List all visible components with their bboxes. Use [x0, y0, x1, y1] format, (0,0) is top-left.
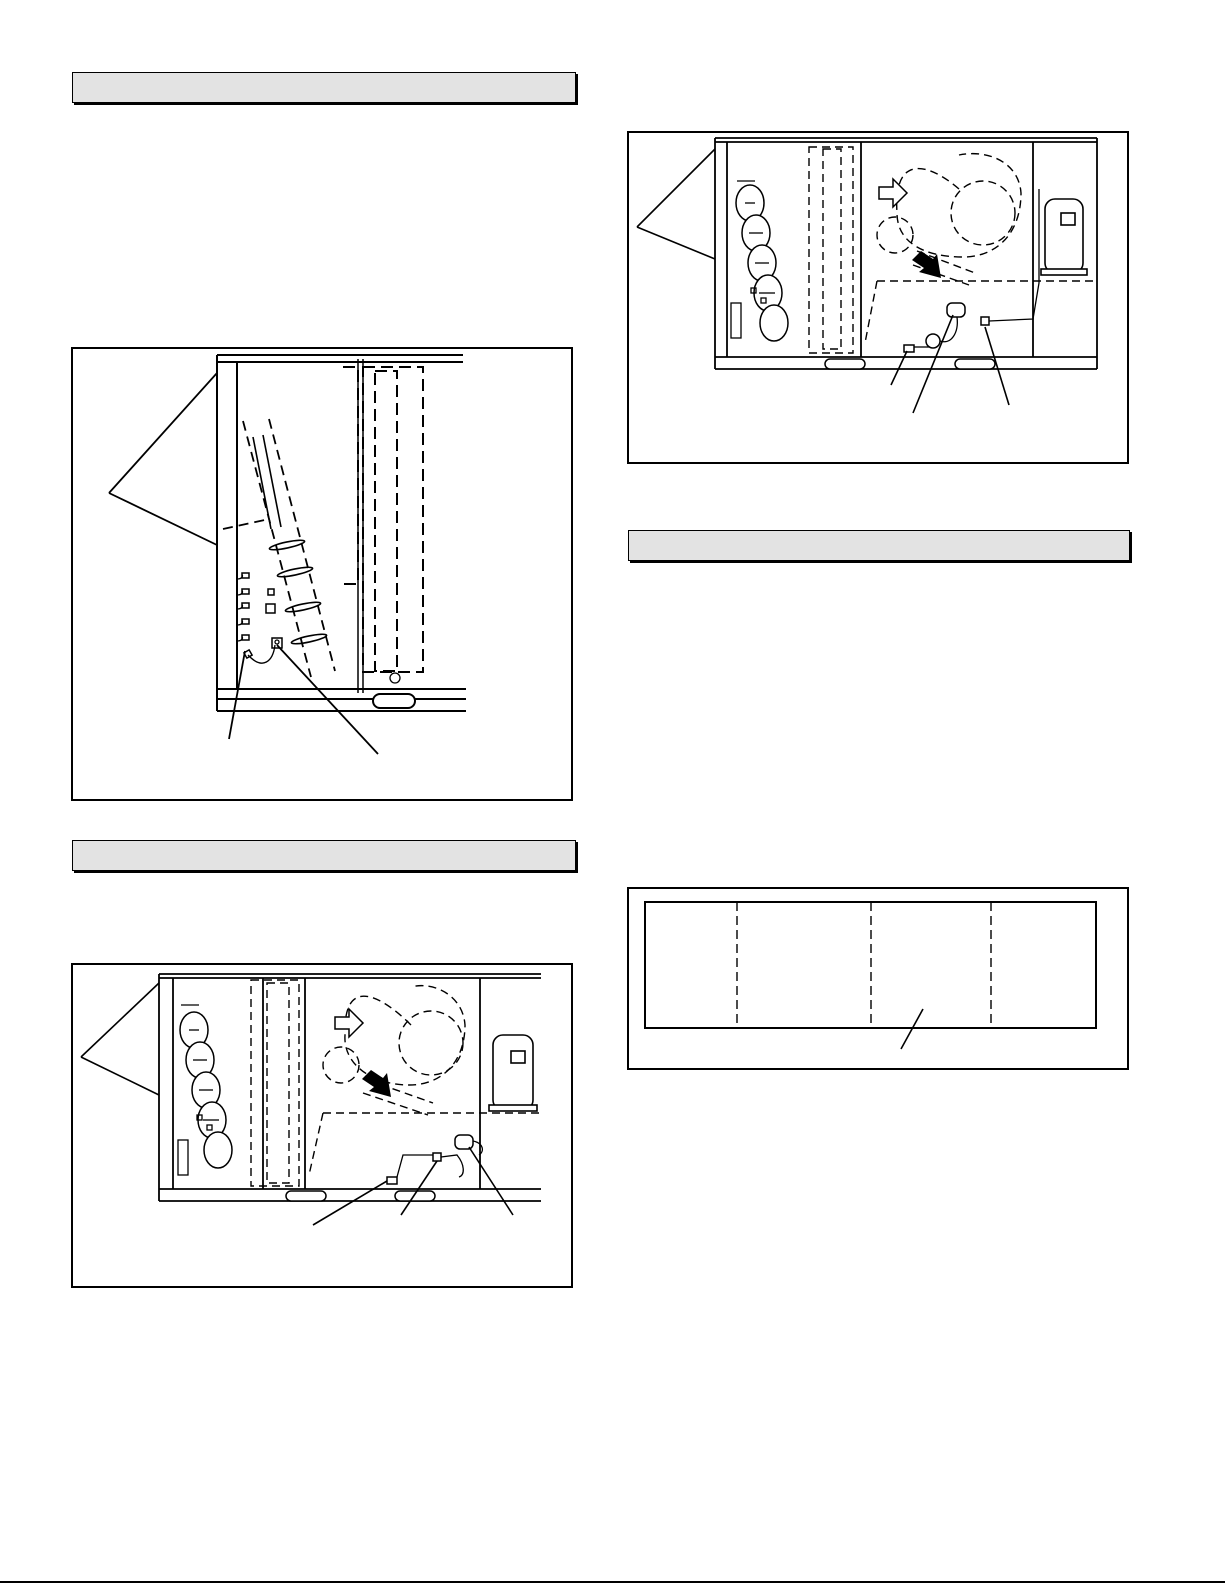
figure-control-box-closeup [71, 347, 573, 801]
page-footer-rule [0, 1581, 1225, 1583]
figure-unit-cutaway-right [627, 131, 1129, 464]
figure-unit-cutaway-left [71, 963, 573, 1288]
panel-layout-drawing [629, 889, 1131, 1072]
control-box-drawing [73, 349, 575, 803]
section-header-bar-2 [72, 840, 576, 871]
figure-panel-layout [627, 887, 1129, 1070]
section-header-bar-1 [72, 72, 576, 103]
section-header-bar-3 [628, 530, 1130, 561]
unit-cutaway-drawing-right [629, 133, 1131, 466]
unit-cutaway-drawing-left [73, 965, 575, 1290]
